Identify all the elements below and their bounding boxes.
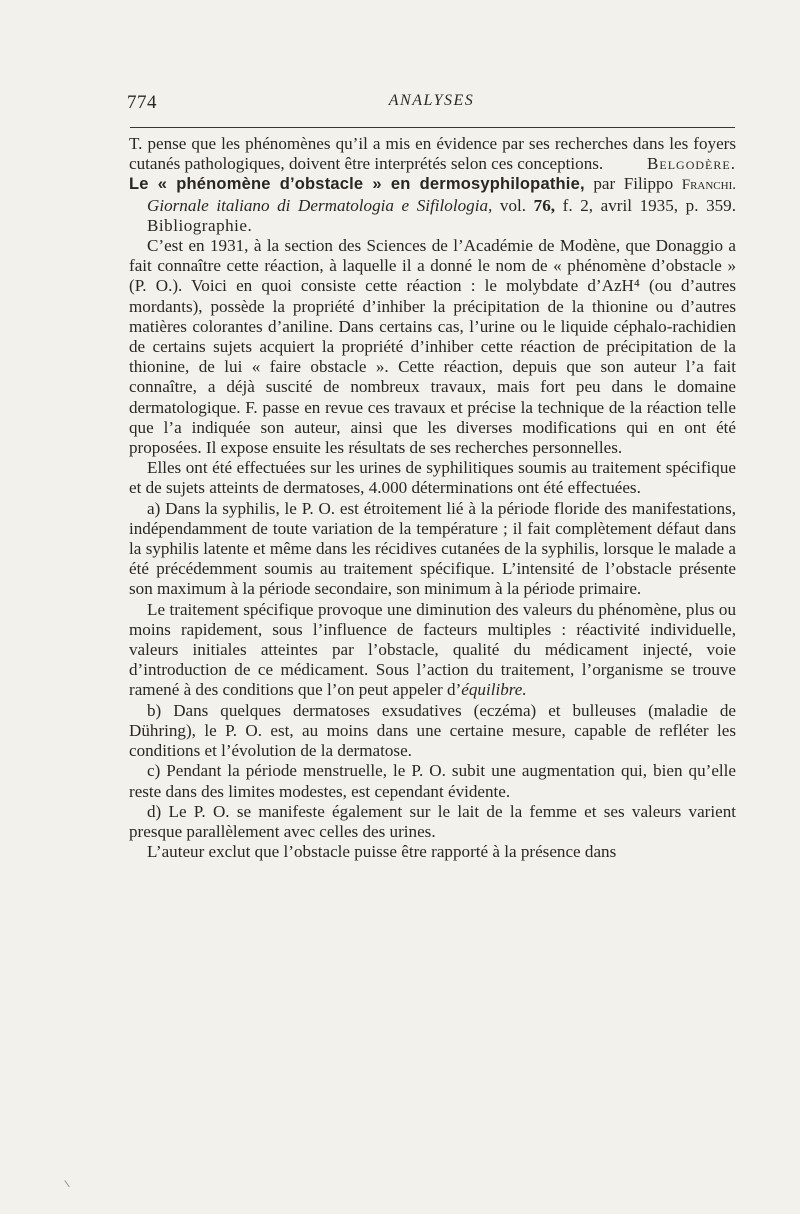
paragraph: d) Le P. O. se manifeste également sur le lait de la femme et ses valeurs varient presque parallèlement avec celles des urines. xyxy=(129,801,736,841)
previous-review xyxy=(129,134,736,174)
reviewer-signature: Belgodère. xyxy=(647,154,736,174)
paragraph: Elles ont été effectuées sur les urines de syphilitiques soumis au traitement spécifique et de sujets atteints de dermatoses, 4.000 déterminations ont été effectuées. xyxy=(129,458,736,498)
paragraph: a) Dans la syphilis, le P. O. est étroitement lié à la période floride des manifestations, indépendamment de toute variation de la température ; il fait complètement défaut dans la syphilis latente et même dans les récidives cutanées de la syphilis, lorsque le malade a été précédemment soumis au traitement spécifique. L’intensité de l’obstacle présente son maximum à la période secondaire, son minimum à la période primaire. xyxy=(129,498,736,599)
treatment-text: Le traitement spécifique provoque une diminution des valeurs du phénomène, plus ou moins rapidement, sous l’influence de facteurs multiples : réactivité individuelle, valeurs initiales atteintes par l’obstacle, qualité du médicament injecté, voie d’introduction de ce médicament. Sous l’action du traitement, l’organisme se trouve ramené à des conditions que l’on peut appeler d’ xyxy=(129,599,736,700)
article-citation xyxy=(129,174,736,236)
paragraph: c) Pendant la période menstruelle, le P. O. subit une augmentation qui, bien qu’elle reste dans des limites modestes, est cependant évidente. xyxy=(129,761,736,801)
paragraph: C’est en 1931, à la section des Sciences de l’Académie de Modène, que Donaggio a fait connaître cette réaction, à laquelle il a donné le nom de « phénomène d’obstacle » (P. O.). Voici en quoi consiste cette réaction : le molybdate d’AzH⁴ (ou d’autres mordants), possède la propriété d’inhiber la précipitation de la thionine ou d’autres matières colorantes d’aniline. Dans certains cas, l’urine ou le liquide céphalo-rachidien de certains sujets acquiert la propriété d’inhiber cette réaction de précipitation de la thionine, de lui « faire obstacle ». Cette réaction, depuis que son auteur l’a fait connaître, a déjà suscité de nombreux travaux, mais fort peu dans le domaine dermatologique. F. passe en revue ces travaux et précise la technique de la réaction telle que l’a indiquée son auteur, ainsi que les diverses modifications qui en ont été proposées. Il expose ensuite les résultats de ses recherches personnelles. xyxy=(129,236,736,458)
running-head: ANALYSES xyxy=(388,92,475,109)
header-rule xyxy=(130,127,735,128)
paragraph: L’auteur exclut que l’obstacle puisse être rapporté à la présence dans xyxy=(147,842,617,862)
article-by: par Filippo xyxy=(593,174,674,194)
previous-review-text: T. pense que les phénomènes qu’il a mis en évidence par ses recherches dans les foyers cutanés pathologiques, doivent être interprétés selon ces conceptions. xyxy=(129,134,736,174)
page-body xyxy=(129,134,736,862)
page-header xyxy=(127,92,736,120)
issue-details: f. 2, avril 1935, p. 359. xyxy=(562,195,737,215)
page-number: 774 xyxy=(127,92,157,113)
treatment-paragraph xyxy=(129,600,736,701)
journal-name: Giornale italiano di Dermatologia e Sifilologia, xyxy=(147,195,493,215)
bibliography-note: Bibliographie. xyxy=(147,215,253,235)
article-author: Franchi. xyxy=(681,177,736,194)
margin-mark xyxy=(64,1177,74,1188)
emphasis-term: équilibre. xyxy=(461,680,527,700)
paragraph: b) Dans quelques dermatoses exsudatives (eczéma) et bulleuses (maladie de Dühring), le P. O. est, au moins dans une certaine mesure, capable de refléter les conditions et l’évolution de la dermatose. xyxy=(129,700,736,761)
volume-label: vol. xyxy=(499,195,527,215)
article-title: Le « phénomène d’obstacle » en dermosyphilopathie, xyxy=(129,175,585,194)
volume-number: 76, xyxy=(533,195,556,215)
